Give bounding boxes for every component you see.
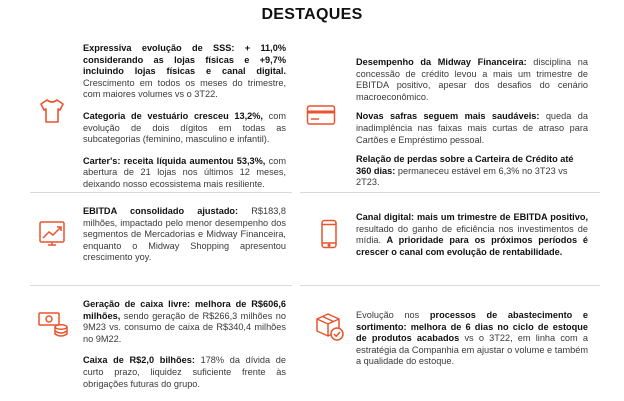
divider-right-1 — [300, 192, 600, 193]
chart-growth-icon — [38, 219, 66, 247]
midway-highlight-bold: Desempenho da Midway Financeira: — [356, 57, 527, 67]
right-section-2 — [356, 212, 588, 258]
divider-left-1 — [30, 192, 292, 193]
midway-highlight — [356, 57, 588, 103]
sss-highlight — [83, 43, 286, 101]
digital-channel-highlight-text: resultado do ganho de eficiência nos investimentos de mídia. — [356, 223, 588, 246]
supply-highlight-text-1: Evolução nos — [356, 310, 430, 320]
carters-highlight — [83, 156, 286, 191]
supply-highlight-text-2: vs o 3T22, em linha com a estratégia da Companhia em ajustar o volume e também a qualidade do estoque. — [356, 333, 588, 367]
divider-left-2 — [30, 285, 292, 286]
ebitda-highlight-text: R$183,8 milhões, impactado pelo menor desempenho dos segmentos de Mercadorias e Midway Financeira, enquanto o Midway Shopping apresentou crescimento yoy. — [83, 206, 286, 263]
digital-channel-highlight-bold: Canal digital: — [356, 212, 415, 222]
losses-highlight — [356, 154, 588, 189]
credit-card-icon — [306, 104, 336, 126]
free-cash-flow-highlight-bold: Geração de caixa livre: melhora de R$606,6 milhões, — [83, 299, 286, 321]
digital-channel-highlight-bold-2: mais um trimestre de EBITDA positivo, — [414, 212, 588, 222]
cash-highlight — [83, 355, 286, 390]
carters-highlight-bold: Carter's: receita líquida aumentou 53,3%, — [83, 155, 266, 166]
cash-highlight-bold: Caixa de R$2,0 bilhões: — [83, 355, 195, 366]
money-coins-icon — [37, 309, 69, 337]
new-harvests-highlight — [356, 111, 588, 146]
right-section-1 — [356, 57, 588, 189]
tshirt-icon — [38, 98, 66, 124]
apparel-highlight-bold: Categoria de vestuário cresceu 13,2%, — [83, 110, 263, 121]
sss-highlight-text: Crescimento em todos os meses do trimestre, com maiores volumes vs o 3T22. — [83, 77, 286, 100]
left-section-3 — [83, 299, 286, 390]
apparel-highlight-text: com evolução de dois dígitos em todas as subcategorias (feminino, masculino e infantil). — [83, 110, 286, 145]
digital-channel-priority: A prioridade para os próximos períodos é crescer o canal com evolução de rentabilidade. — [356, 235, 588, 257]
cash-highlight-text: 178% da dívida de curto prazo, liquidez suficiente frente às obrigações futuras do grupo. — [83, 355, 286, 389]
digital-channel-highlight — [356, 212, 588, 258]
ebitda-highlight — [83, 206, 286, 264]
supply-highlight — [356, 310, 588, 368]
midway-highlight-text: disciplina na concessão de crédito levou a mais um trimestre de EBITDA positivo, apesar dos desafios do cenário macroeconômico. — [356, 57, 588, 102]
free-cash-flow-highlight-text: sendo geração de R$266,3 milhões no 9M23 vs. consumo de caixa de R$340,4 milhões no 9M22. — [83, 310, 286, 344]
new-harvests-highlight-text: queda da inadimplência nas faixas mais curtas de atraso para Cartões e Empréstimo pessoal. — [356, 111, 588, 145]
free-cash-flow-highlight — [83, 299, 286, 345]
losses-highlight-bold: Relação de perdas sobre a Carteira de Crédito até 360 dias: — [356, 154, 574, 176]
losses-highlight-text: permaneceu estável em 6,3% no 3T23 vs 2T23. — [356, 165, 568, 188]
smartphone-icon — [320, 219, 338, 249]
page-title: DESTAQUES — [261, 6, 363, 23]
carters-highlight-text: com abertura de 21 lojas nos últimos 12 meses, deixando nosso ecossistema mais resiliente. — [83, 155, 286, 189]
ebitda-highlight-bold: EBITDA consolidado ajustado: — [83, 206, 239, 216]
right-section-3 — [356, 310, 588, 368]
supply-highlight-bold: processos de abastecimento e sortimento: melhora de 6 dias no ciclo de estoque de produtos acabados — [356, 310, 588, 344]
left-section-2 — [83, 206, 286, 264]
new-harvests-highlight-bold: Novas safras seguem mais saudáveis: — [356, 111, 540, 122]
divider-right-2 — [300, 285, 600, 286]
apparel-highlight — [83, 111, 286, 146]
left-section-1 — [83, 43, 286, 191]
sss-highlight-bold: Expressiva evolução de SSS: + 11,0% considerando as lojas físicas e +9,7% incluindo lojas físicas e canal digital. — [83, 43, 286, 77]
box-check-icon — [313, 310, 345, 342]
